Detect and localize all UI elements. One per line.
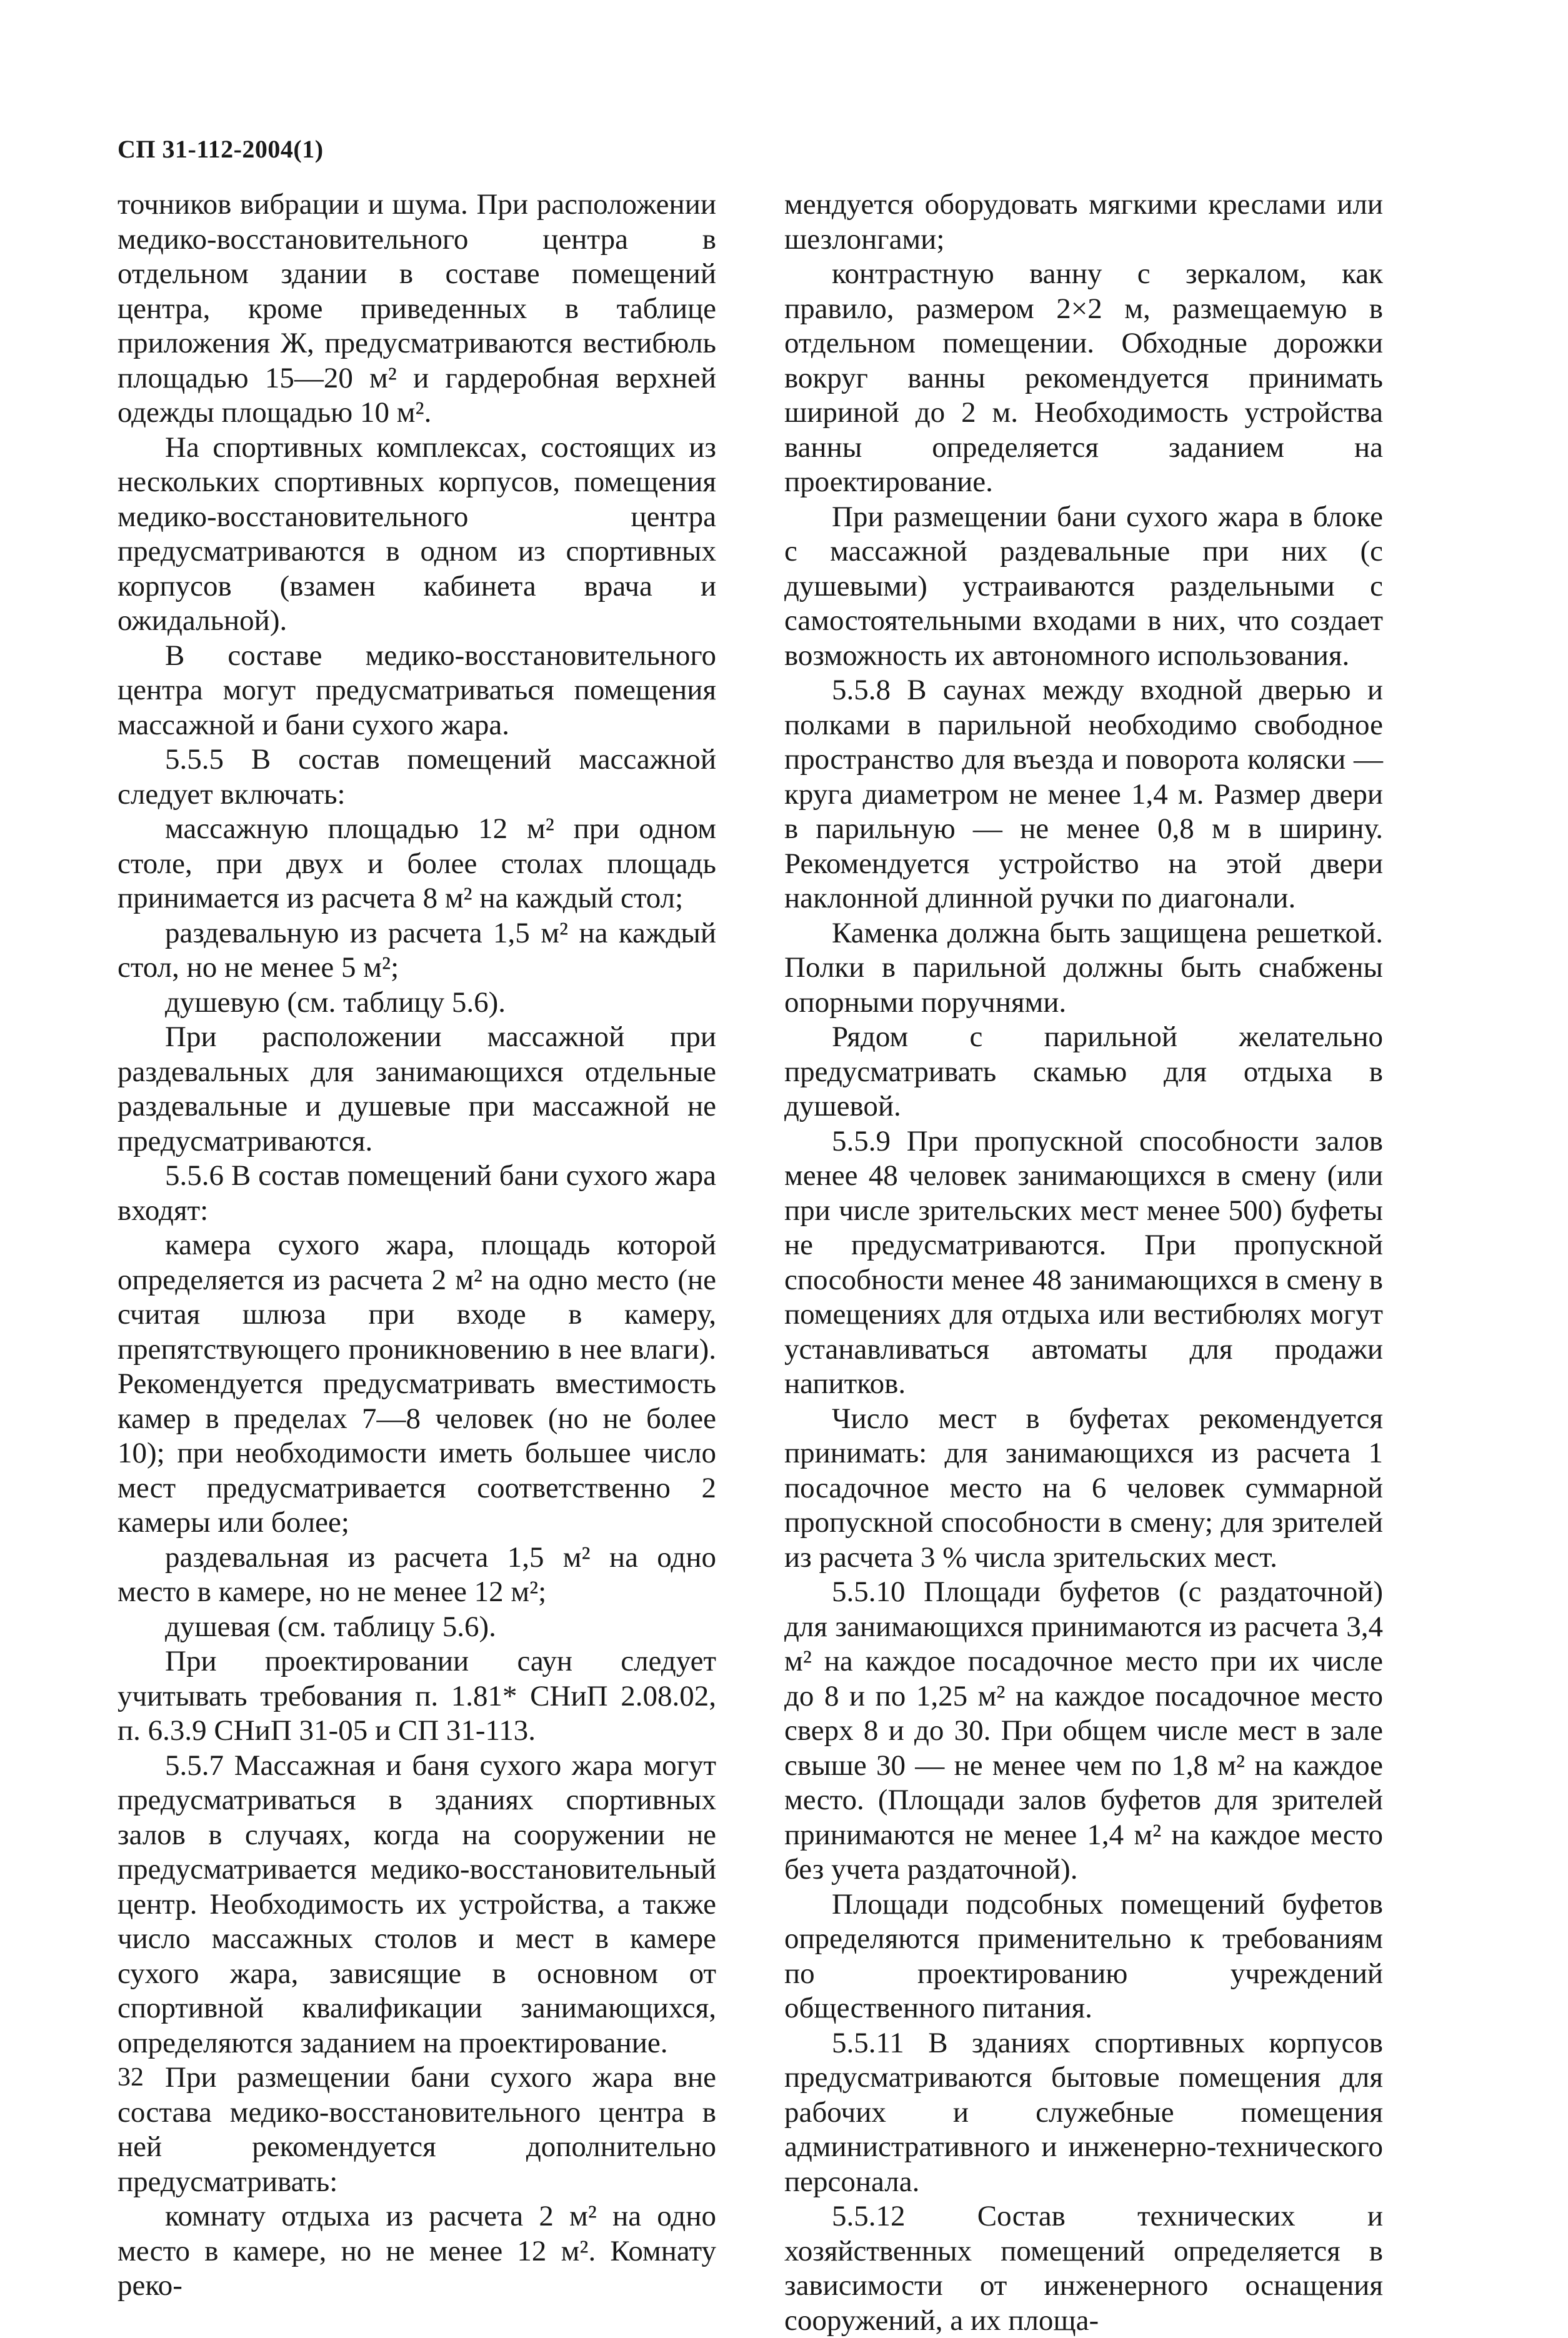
paragraph: комнату отдыха из расчета 2 м² на одно место в камере, но не менее 12 м². Комнату реко- (117, 2200, 716, 2302)
paragraph: душевая (см. таблицу 5.6). (165, 1610, 496, 1643)
paragraph: 5.5.6 В состав помещений бани сухого жара входят: (117, 1159, 716, 1227)
paragraph: При размещении бани сухого жара вне состава медико-восстановительного центра в ней рекомендуется дополнительно предусматривать: (117, 2061, 716, 2198)
paragraph: камера сухого жара, площадь которой определяется из расчета 2 м² на одно место (не считая шлюза при входе в камеру, препятствующего проникновению в нее влаги). Рекомендуется предусматривать вместимость камер в пределах 7—8 человек (но не более 10); при необходимости иметь большее число мест предусматривается соответственно 2 камеры или более; (117, 1229, 716, 1539)
paragraph: раздевальная из расчета 1,5 м² на одно место в камере, но не менее 12 м²; (117, 1541, 716, 1608)
paragraph: При проектировании саун следует учитывать требования п. 1.81* СНиП 2.08.02, п. 6.3.9 СНиП 31-05 и СП 31-113. (117, 1645, 716, 1747)
left-text-column (117, 187, 716, 2304)
paragraph: контрастную ванну с зеркалом, как правило, размером 2×2 м, размещаемую в отдельном помещении. Обходные дорожки вокруг ванны рекомендуется принимать шириной до 2 м. Необходимость устройства ванны определяется заданием на проектирование. (784, 257, 1383, 498)
paragraph: В составе медико-восстановительного центра могут предусматриваться помещения массажной и бани сухого жара. (117, 639, 716, 741)
paragraph: При расположении массажной при раздевальных для занимающихся отдельные раздевальные и душевые при массажной не предусматриваются. (117, 1021, 716, 1157)
paragraph: 5.5.7 Массажная и баня сухого жара могут предусматриваться в зданиях спортивных залов в случаях, когда на сооружении не предусматривается медико-восстановительный центр. Необходимость их устройства, а также число массажных столов и мест в камере сухого жара, зависящие в основном от спортивной квалификации занимающихся, определяются заданием на проектирование. (117, 1749, 716, 2059)
paragraph: Число мест в буфетах рекомендуется принимать: для занимающихся из расчета 1 посадочное место на 6 человек суммарной пропускной способности в смену; для зрителей из расчета 3 % числа зрительских мест. (784, 1402, 1383, 1574)
paragraph: 5.5.5 В состав помещений массажной следует включать: (117, 743, 716, 811)
page-number: 32 (117, 2063, 144, 2092)
paragraph: Каменка должна быть защищена решеткой. Полки в парильной должны быть снабжены опорными поручнями. (784, 916, 1383, 1019)
paragraph: На спортивных комплексах, состоящих из нескольких спортивных корпусов, помещения медико-восстановительного центра предусматриваются в одном из спортивных корпусов (взамен кабинета врача и ожидальной). (117, 431, 716, 637)
paragraph: точников вибрации и шума. При расположении медико-восстановительного центра в отдельном здании в составе помещений центра, кроме приведенных в таблице приложения Ж, предусматриваются вестибюль площадью 15—20 м² и гардеробная верхней одежды площадью 10 м². (117, 188, 716, 429)
paragraph: Рядом с парильной желательно предусматривать скамью для отдыха в душевой. (784, 1021, 1383, 1122)
paragraph: 5.5.9 При пропускной способности залов менее 48 человек занимающихся в смену (или при числе зрительских мест менее 500) буфеты не предусматриваются. При пропускной способности менее 48 занимающихся в смену в помещениях для отдыха или вестибюлях могут устанавливаться автоматы для продажи напитков. (784, 1124, 1383, 1400)
paragraph: 5.5.12 Состав технических и хозяйственных помещений определяется в зависимости от инженерного оснащения сооружений, а их площа- (784, 2200, 1383, 2337)
document-code-header: СП 31-112-2004(1) (117, 135, 324, 163)
paragraph: 5.5.10 Площади буфетов (с раздаточной) для занимающихся принимаются из расчета 3,4 м² на каждое посадочное место при их числе до 8 и по 1,25 м² на каждое посадочное место сверх 8 и до 30. При общем числе мест в зале свыше 30 — не менее чем по 1,8 м² на каждое место. (Площади залов буфетов для зрителей принимаются не менее 1,4 м² на каждое место без учета раздаточной). (784, 1576, 1383, 1886)
paragraph: Площади подсобных помещений буфетов определяются применительно к требованиям по проектированию учреждений общественного питания. (784, 1887, 1383, 2024)
right-text-column (784, 187, 1383, 2338)
paragraph: 5.5.11 В зданиях спортивных корпусов предусматриваются бытовые помещения для рабочих и служебные помещения административного и инженерно-технического персонала. (784, 2026, 1383, 2198)
paragraph: душевую (см. таблицу 5.6). (165, 986, 506, 1019)
paragraph: раздевальную из расчета 1,5 м² на каждый стол, но не менее 5 м²; (117, 916, 716, 984)
paragraph: массажную площадью 12 м² при одном столе, при двух и более столах площадь принимается из расчета 8 м² на каждый стол; (117, 812, 716, 914)
paragraph: 5.5.8 В саунах между входной дверью и полками в парильной необходимо свободное пространство для въезда и поворота коляски — круга диаметром не менее 1,4 м. Размер двери в парильную — не менее 0,8 м в ширину. Рекомендуется устройство на этой двери наклонной длинной ручки по диагонали. (784, 674, 1383, 914)
paragraph: При размещении бани сухого жара в блоке с массажной раздевальные при них (с душевыми) устраиваются раздельными с самостоятельными входами в них, что создает возможность их автономного использования. (784, 500, 1383, 672)
paragraph: мендуется оборудовать мягкими креслами или шезлонгами; (784, 188, 1383, 256)
